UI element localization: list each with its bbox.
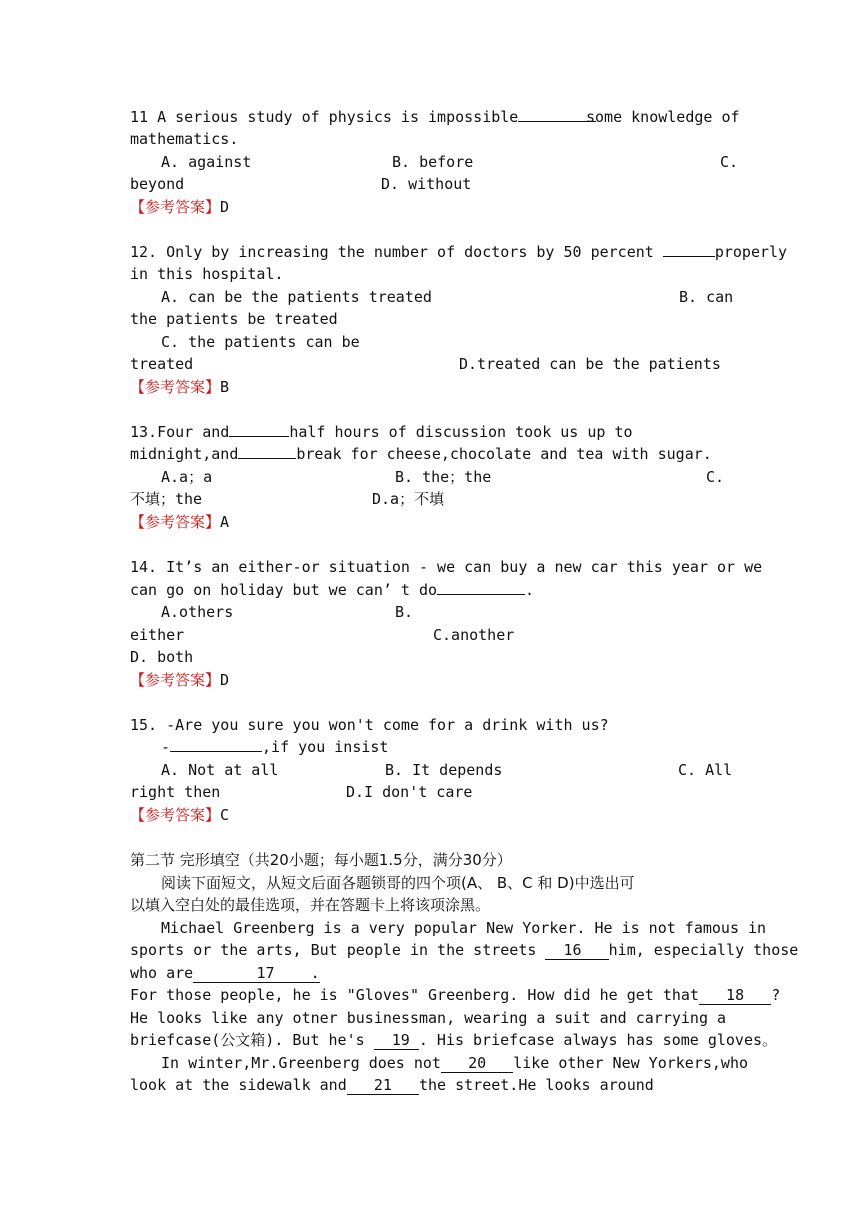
- q11-answer: 【参考答案】D: [130, 198, 230, 216]
- q12-answer: 【参考答案】B: [130, 378, 230, 396]
- q15-option-d: D.I don't care: [346, 783, 473, 801]
- passage-line1: Michael Greenberg is a very popular New Yorker. He is not famous in: [161, 919, 767, 937]
- q14-option-a: A.others: [161, 603, 234, 621]
- blank-18: 18: [699, 986, 771, 1005]
- q13-option-d: D.a；不填: [372, 490, 445, 508]
- q12-option-b-text: the patients be treated: [130, 310, 338, 328]
- q14-answer: 【参考答案】D: [130, 671, 230, 689]
- passage-line3: who are 17 .: [130, 964, 320, 982]
- q13-line2: midnight,and break for cheese,chocolate and tea with sugar.: [130, 445, 712, 463]
- passage-line6: briefcase(公文箱). But he's 19 . His briefcase always has some gloves。: [130, 1031, 778, 1049]
- answer-blank: [229, 422, 289, 437]
- q15-option-b: B. It depends: [385, 761, 503, 779]
- passage-line5: He looks like any otner businessman, wearing a suit and carrying a: [130, 1009, 727, 1027]
- blank-19: 19: [374, 1031, 419, 1050]
- instructions-line1: 阅读下面短文，从短文后面各题锁哥的四个项(A、 B、C 和 D)中选出可: [161, 874, 635, 892]
- q11-option-c: C.: [720, 153, 739, 171]
- passage-line4: For those people, he is "Gloves" Greenberg. How did he get that 18 ?: [130, 986, 781, 1004]
- q11-option-c-text: beyond: [130, 175, 185, 193]
- q12-option-c-text: treated: [130, 355, 194, 373]
- q11-line2: mathematics.: [130, 130, 239, 148]
- answer-blank: [238, 444, 296, 459]
- q12-line1: 12. Only by increasing the number of doctors by 50 percent properly: [130, 243, 788, 261]
- answer-blank: [170, 737, 262, 752]
- q14-option-c: C.another: [433, 626, 515, 644]
- q14-line1: 14. It’s an either-or situation - we can buy a new car this year or we: [130, 558, 763, 576]
- q15-option-c-text: right then: [130, 783, 221, 801]
- q11-option-a: A. against: [161, 153, 252, 171]
- q12-option-c: C. the patients can be: [161, 333, 360, 351]
- q13-line1: 13.Four and half hours of discussion took us up to: [130, 423, 633, 441]
- answer-blank: [518, 107, 596, 122]
- q12-option-b: B. can: [679, 288, 734, 306]
- answer-blank: [437, 580, 525, 595]
- passage-line7: In winter,Mr.Greenberg does not 20 like other New Yorkers,who: [161, 1054, 749, 1072]
- q12-option-a: A. can be the patients treated: [161, 288, 432, 306]
- passage-line2: sports or the arts, But people in the streets 16 him, especially those: [130, 941, 799, 959]
- q11-option-d: D. without: [381, 175, 472, 193]
- q13-answer: 【参考答案】A: [130, 513, 230, 531]
- q12-line2: in this hospital.: [130, 265, 284, 283]
- q13-option-b: B. the；the: [395, 468, 492, 486]
- q11-line1-end: some knowledge of: [586, 108, 740, 126]
- q15-option-c: C. All: [678, 761, 733, 779]
- q15-answer: 【参考答案】C: [130, 806, 230, 824]
- instructions-line2: 以填入空白处的最佳选项，并在答题卡上将该项涂黑。: [130, 896, 491, 914]
- q15-line2: - ,if you insist: [161, 738, 389, 756]
- passage-line8: look at the sidewalk and 21 the street.He looks around: [130, 1076, 654, 1094]
- q13-option-c-text: 不填；the: [130, 490, 203, 508]
- q12-option-d: D.treated can be the patients: [459, 355, 721, 373]
- q15-line1: 15. -Are you sure you won't come for a drink with us?: [130, 716, 609, 734]
- q14-line2: can go on holiday but we can’ t do .: [130, 581, 535, 599]
- blank-16: 16: [545, 941, 608, 960]
- blank-20: 20: [441, 1054, 513, 1073]
- q13-option-c: C.: [706, 468, 725, 486]
- section-heading: 第二节 完形填空（共20小题；每小题1.5分，满分30分）: [130, 851, 512, 869]
- q11-option-b: B. before: [392, 153, 474, 171]
- q14-option-d: D. both: [130, 648, 194, 666]
- blank-17: 17 .: [193, 964, 319, 983]
- blank-21: 21: [347, 1076, 419, 1095]
- q15-option-a: A. Not at all: [161, 761, 279, 779]
- q14-option-b-text: either: [130, 626, 185, 644]
- q14-option-b: B.: [395, 603, 414, 621]
- q11-line1: 11 A serious study of physics is impossible: [130, 107, 596, 129]
- q13-option-a: A.a；a: [161, 468, 213, 486]
- answer-blank: [663, 242, 715, 257]
